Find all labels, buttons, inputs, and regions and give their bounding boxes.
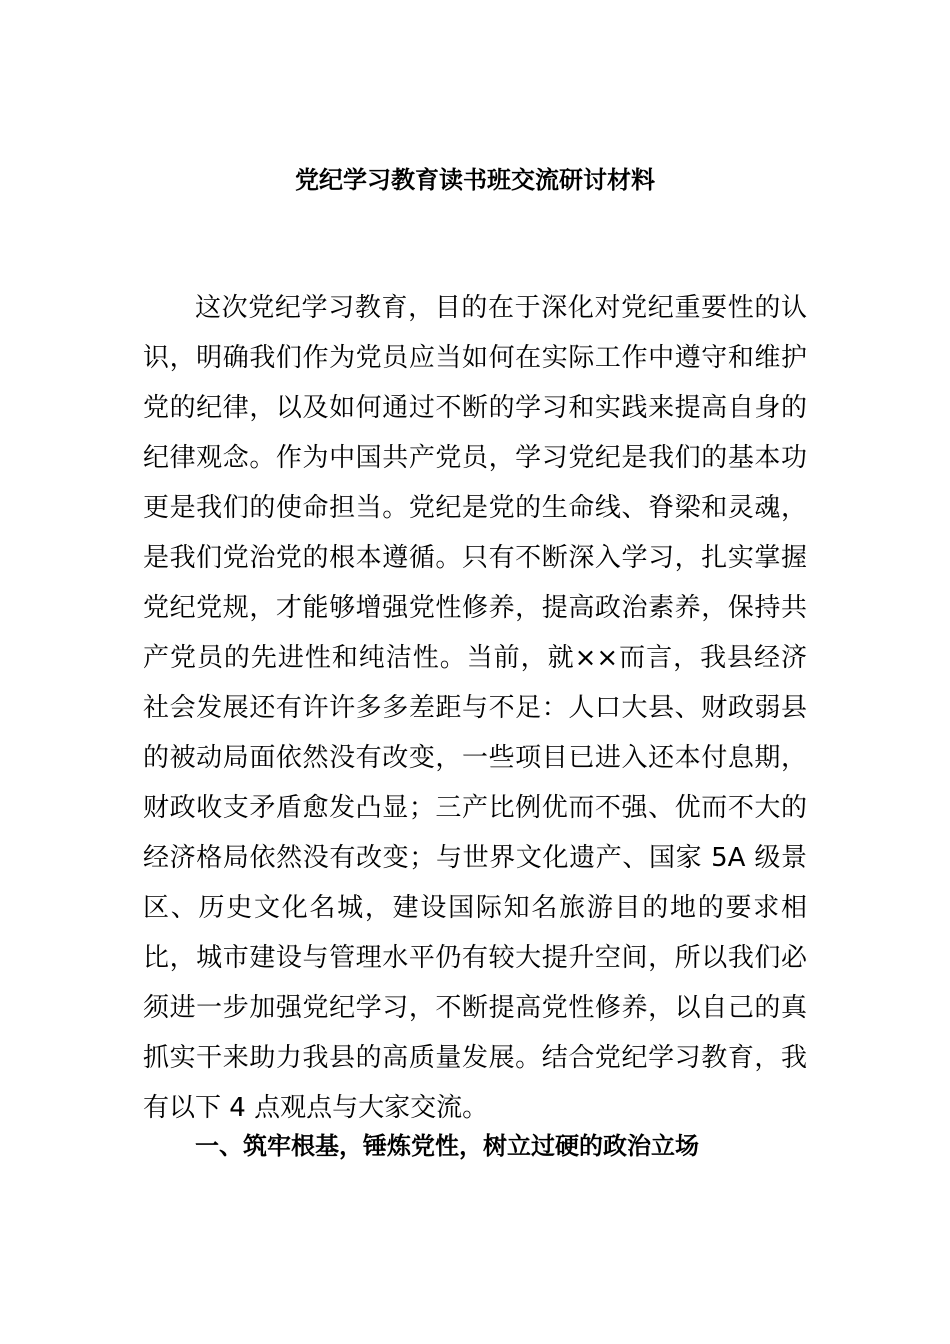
section-heading: 一、筑牢根基，锤炼党性，树立过硬的政治立场: [195, 1132, 699, 1160]
document-title: 党纪学习教育读书班交流研讨材料: [295, 166, 655, 194]
body-paragraph: 这次党纪学习教育，目的在于深化对党纪重要性的认识，明确我们作为党员应当如何在实际工作中遵守和维护党的纪律，以及如何通过不断的学习和实践来提高自身的纪律观念。作为中国共产党员，学习党纪是我们的基本功更是我们的使命担当。党纪是党的生命线、脊梁和灵魂，是我们党治党的根本遵循。只有不断深入学习，扎实掌握党纪党规，才能够增强党性修养，提高政治素养，保持共产党员的先进性和纯洁性。当前，就××而言，我县经济社会发展还有许许多多差距与不足：人口大县、财政弱县的被动局面依然没有改变，一些项目已进入还本付息期，财政收支矛盾愈发凸显；三产比例优而不强、优而不大的经济格局依然没有改变；与世界文化遗产、国家 5A 级景区、历史文化名城，建设国际知名旅游目的地的要求相比，城市建设与管理水平仍有较大提升空间，所以我们必须进一步加强党纪学习，不断提高党性修养，以自己的真抓实干来助力我县的高质量发展。结合党纪学习教育，我有以下 4 点观点与大家交流。: [143, 293, 807, 1123]
